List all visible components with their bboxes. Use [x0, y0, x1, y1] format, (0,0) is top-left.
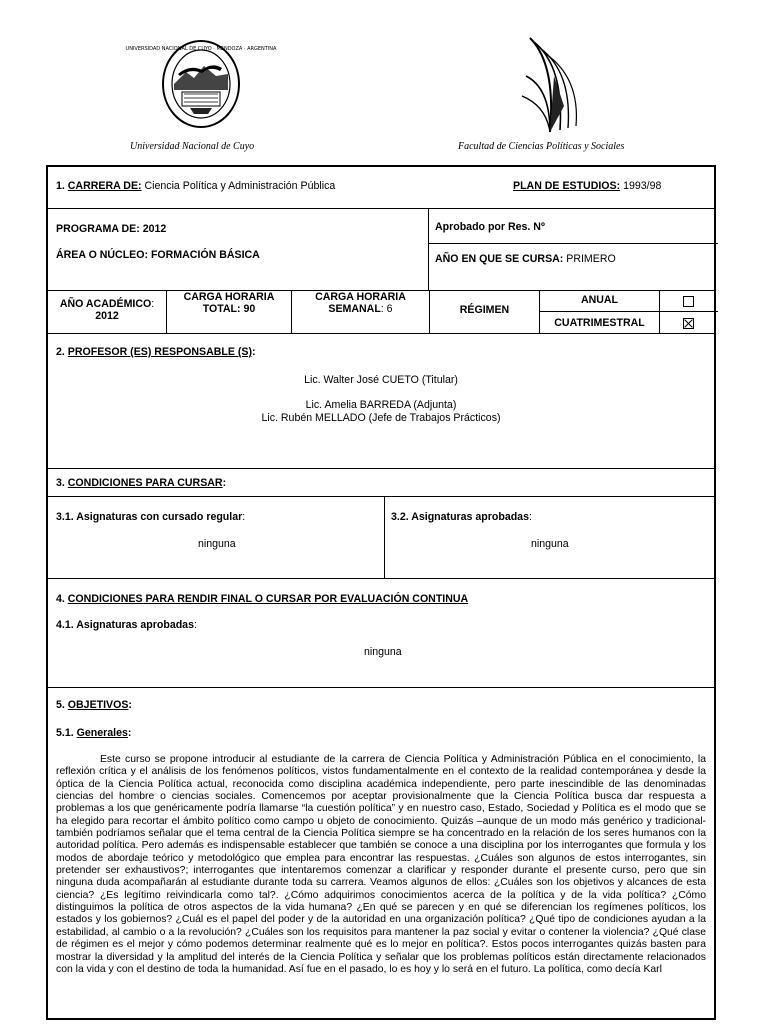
- condiciones-cursar-body: [48, 497, 714, 579]
- cursado-regular-value: ninguna: [198, 538, 236, 550]
- seal-text: UNIVERSIDAD NACIONAL DE CUYO · MENDOZA · ARGENTINA: [125, 46, 277, 52]
- objetivos-title: 5. OBJETIVOS:: [56, 699, 132, 711]
- faculty-caption: Facultad de Ciencias Políticas y Sociales: [458, 141, 625, 152]
- programa-row: [48, 209, 714, 291]
- carga-semanal-cell: CARGA HORARIA SEMANAL: 6: [291, 291, 429, 333]
- regimen-options-cell: [539, 291, 659, 333]
- aprobadas-label: 3.2. Asignaturas aprobadas:: [391, 511, 532, 523]
- carga-row: [48, 291, 714, 334]
- page-header: [0, 0, 768, 160]
- regimen-check-cell: [659, 291, 718, 333]
- profesores-section: [48, 334, 714, 469]
- professor-item: Lic. Walter José CUETO (Titular): [304, 374, 458, 386]
- area-field: ÁREA O NÚCLEO: FORMACIÓN BÁSICA: [56, 249, 260, 261]
- plan-value: 1993/98: [620, 180, 662, 192]
- aprobadas-cell: [384, 497, 718, 578]
- objetivos-generales-title: 5.1. Generales:: [56, 727, 132, 739]
- aprobado-field: Aprobado por Res. Nº: [435, 221, 545, 233]
- rendir-aprobadas-label: 4.1. Asignaturas aprobadas:: [56, 619, 197, 631]
- cursado-regular-label: 3.1. Asignaturas con cursado regular:: [56, 511, 246, 523]
- university-seal-logo: [125, 38, 277, 130]
- condiciones-cursar-header: [48, 469, 714, 497]
- objetivos-paragraph: Este curso se propone introducir al estudiante de la carrera de Ciencia Política y Administración Pública en el conocimiento, la reflexión crítica y el análisis de los fenómenos políticos, vistos fundamentalmente en el contexto de la realidad contemporánea y desde la óptica de la Ciencia Política actual, reconocida como disciplina académica independiente, pero parte inescindible de las denominadas ciencias del hombre o ciencias sociales. Comencemos por aceptar provisionalmente que la Ciencia Política busca dar respuesta a problemas a los que genéricamente podría llamarse “la cuestión política” y en nuestro caso, Estado, Sociedad y Política es el modo que se ha elegido para recortar el ámbito político como campo u objeto de conocimiento. Quizás –aunque de un modo más genérico y tradicional- también podríamos señalar que el tema central de la Ciencia Política siempre se ha concentrado en la relación de los seres humanos con la autoridad política. Pero además es indispensable establecer que también se conoce a una disciplina por los interrogantes que formula y los modos de abordaje teórico y metodológico que emplea para encontrar las respuestas. ¿Cuáles son algunos de estos interrogantes, sin pretender ser exhaustivos?; interrogantes que intentaremos comenzar a clarificar y responder durante el presente curso, pero que sin ninguna duda acompañarán al estudiante durante toda su carrera. Veamos algunos de ellos: ¿Cuáles son los objetivos y alcances de esta ciencia? ¿Es legítimo reivindicarla como tal?. ¿Cómo adquirimos conocimientos acerca de la política y de la vida política? ¿Cómo distinguimos la política de otros aspectos de la vida humana? ¿En qué se parecen y en qué se diferencian los regímenes políticos, los estados y los gobiernos? ¿Cuál es el papel del poder y de la autoridad en una organización política? ¿Qué tipo de condiciones ayudan a la estabilidad, al cambio o a la revolución? ¿Cuáles son los requisitos para mantener la paz social y evitar o contener la violencia? ¿Qué clase de régimen es el mejor y cómo podemos determinar realmente qué es lo mejor en política?. Estos pocos interrogantes quizás basten para mostrar la diversidad y la amplitud del interés de la Ciencia Política y señalar que los problemas políticos están directamente relacionados con la vida y con el destino de toda la humanidad. Así fue en el pasado, lo es hoy y lo será en el futuro. La política, como decía Karl: [56, 754, 706, 975]
- carrera-value: Ciencia Política y Administración Pública: [141, 180, 336, 192]
- aprobadas-value: ninguna: [531, 538, 569, 550]
- professor-item: Lic. Rubén MELLADO (Jefe de Trabajos Prácticos): [261, 412, 501, 424]
- anual-checkbox[interactable]: [683, 296, 694, 307]
- plan-field: [513, 180, 661, 192]
- cuatrimestral-label: CUATRIMESTRAL: [554, 317, 645, 329]
- plan-label: PLAN DE ESTUDIOS:: [513, 180, 621, 192]
- profesores-title: 2. PROFESOR (ES) RESPONSABLE (S):: [56, 346, 256, 358]
- program-form: [46, 165, 716, 1020]
- carrera-row: [48, 167, 714, 209]
- anio-cursa-field: AÑO EN QUE SE CURSA: PRIMERO: [435, 253, 616, 265]
- anio-academico-cell: AÑO ACADÉMICO: 2012: [59, 298, 155, 322]
- professor-item: Lic. Amelia BARREDA (Adjunta): [305, 399, 457, 411]
- condiciones-rendir-title: 4. CONDICIONES PARA RENDIR FINAL O CURSAR POR EVALUACIÓN CONTINUA: [56, 593, 469, 605]
- anual-label: ANUAL: [580, 294, 619, 306]
- rendir-aprobadas-value: ninguna: [364, 646, 402, 658]
- faculty-logo: [520, 36, 586, 136]
- condiciones-rendir-section: [48, 579, 714, 688]
- programa-field: PROGRAMA DE: 2012: [56, 223, 167, 235]
- carga-total-cell: CARGA HORARIA TOTAL: 90: [166, 291, 291, 333]
- aprobado-cell: [428, 209, 718, 290]
- carrera-label: CARRERA DE:: [67, 180, 142, 192]
- condiciones-cursar-title: 3. CONDICIONES PARA CURSAR:: [56, 477, 227, 489]
- regimen-cell: RÉGIMEN: [429, 291, 539, 333]
- carrera-field: 1. CARRERA DE: Ciencia Política y Administración Pública: [56, 180, 336, 192]
- cuatrimestral-checkbox[interactable]: [683, 318, 694, 329]
- university-caption: Universidad Nacional de Cuyo: [130, 141, 255, 152]
